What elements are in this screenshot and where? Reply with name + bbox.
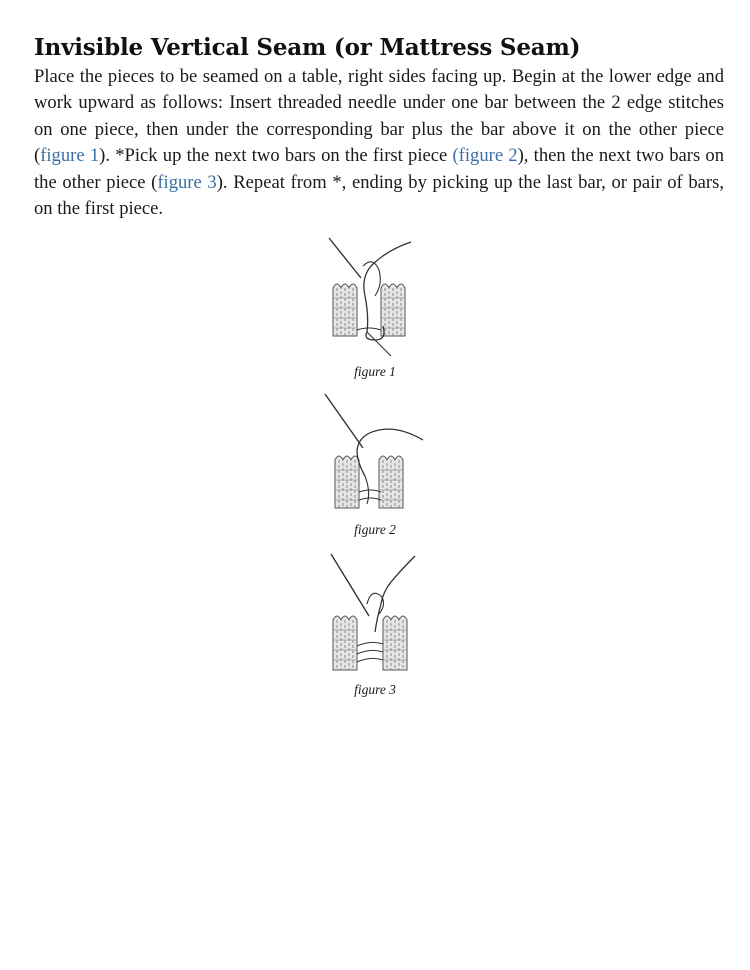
instructions-paragraph [34, 64, 724, 222]
figure-1 [0, 236, 750, 380]
figure-1-caption: figure 1 [354, 364, 396, 379]
figure-3-caption: figure 3 [354, 682, 396, 697]
mattress-seam-illustration-3 [327, 552, 423, 676]
document-page [34, 32, 724, 222]
figure-3 [0, 552, 750, 698]
mattress-seam-illustration-2 [323, 392, 427, 516]
page-title: Invisible Vertical Seam (or Mattress Seam) [34, 34, 581, 61]
paragraph-text-2: ). *Pick up the next two bars on the first piece [99, 145, 453, 167]
figure-2 [0, 392, 750, 538]
figure-2-caption: figure 2 [354, 522, 396, 537]
paragraph-text-1: Place the pieces to be seamed on a table, right sides facing up. Begin at the lower edge and work upward as follows: Insert threaded needle under one bar between the 2 edge stitches on one piece, then under the corresponding bar plus the bar above it on the other piece ( [34, 66, 724, 167]
paragraph-text-3: ), then the next two bars on the other piece ( [34, 145, 725, 193]
mattress-seam-illustration-1 [327, 236, 423, 358]
figure-1-link[interactable]: figure 1 [40, 145, 100, 167]
figure-3-link[interactable]: figure 3 [157, 171, 217, 193]
paragraph-text-4: ). Repeat from *, ending by picking up the last bar, or pair of bars, on the first piece. [34, 171, 724, 220]
figure-2-link[interactable]: (figure 2 [452, 145, 518, 167]
